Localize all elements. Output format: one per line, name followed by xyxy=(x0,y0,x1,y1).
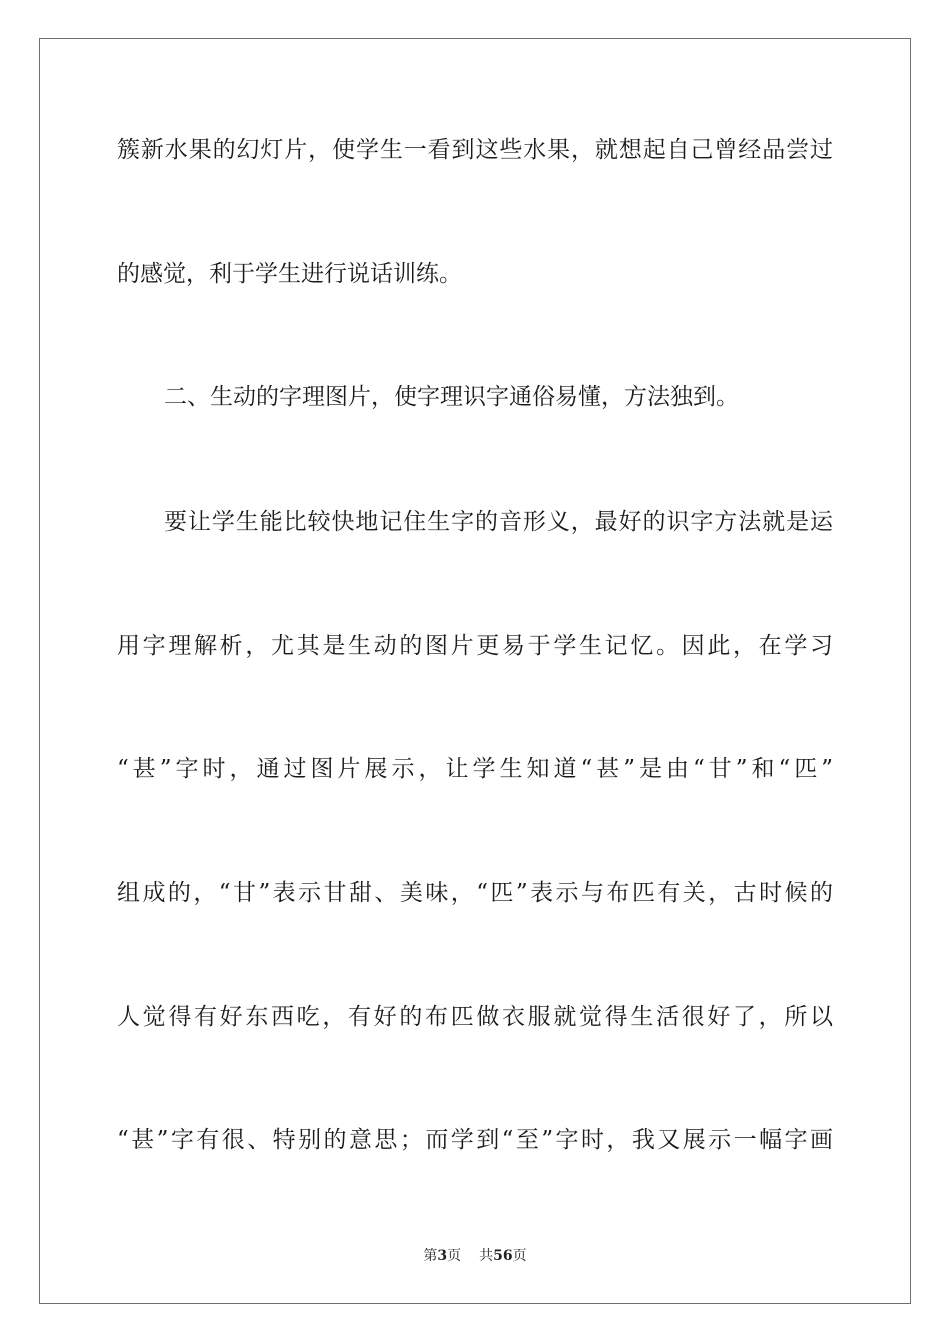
total-prefix: 共 xyxy=(479,1248,494,1264)
page-footer xyxy=(0,1247,950,1265)
body-line-1: 簇新水果的幻灯片，使学生一看到这些水果，就想起自己曾经品尝过 xyxy=(117,137,833,163)
body-line-2: 的感觉，利于学生进行说话训练。 xyxy=(117,261,462,287)
body-line-5: 用字理解析，尤其是生动的图片更易于学生记忆。因此，在学习 xyxy=(117,633,833,659)
total-unit: 页 xyxy=(512,1248,527,1264)
body-line-9: “甚”字有很、特别的意思；而学到“至”字时，我又展示一幅字画 xyxy=(117,1127,833,1153)
page-current: 3 xyxy=(437,1248,448,1264)
body-line-4: 要让学生能比较快地记住生字的音形义，最好的识字方法就是运 xyxy=(164,509,833,535)
page-unit: 页 xyxy=(447,1248,462,1264)
page-total: 56 xyxy=(493,1248,513,1264)
page-border xyxy=(39,38,911,1304)
section-heading: 二、生动的字理图片，使字理识字通俗易懂，方法独到。 xyxy=(164,384,739,410)
body-line-8: 人觉得有好东西吃，有好的布匹做衣服就觉得生活很好了，所以 xyxy=(117,1004,833,1030)
body-line-6: “甚”字时，通过图片展示，让学生知道“甚”是由“甘”和“匹” xyxy=(117,756,833,782)
page-prefix: 第 xyxy=(423,1248,438,1264)
body-line-7: 组成的，“甘”表示甘甜、美味，“匹”表示与布匹有关，古时候的 xyxy=(117,880,833,906)
